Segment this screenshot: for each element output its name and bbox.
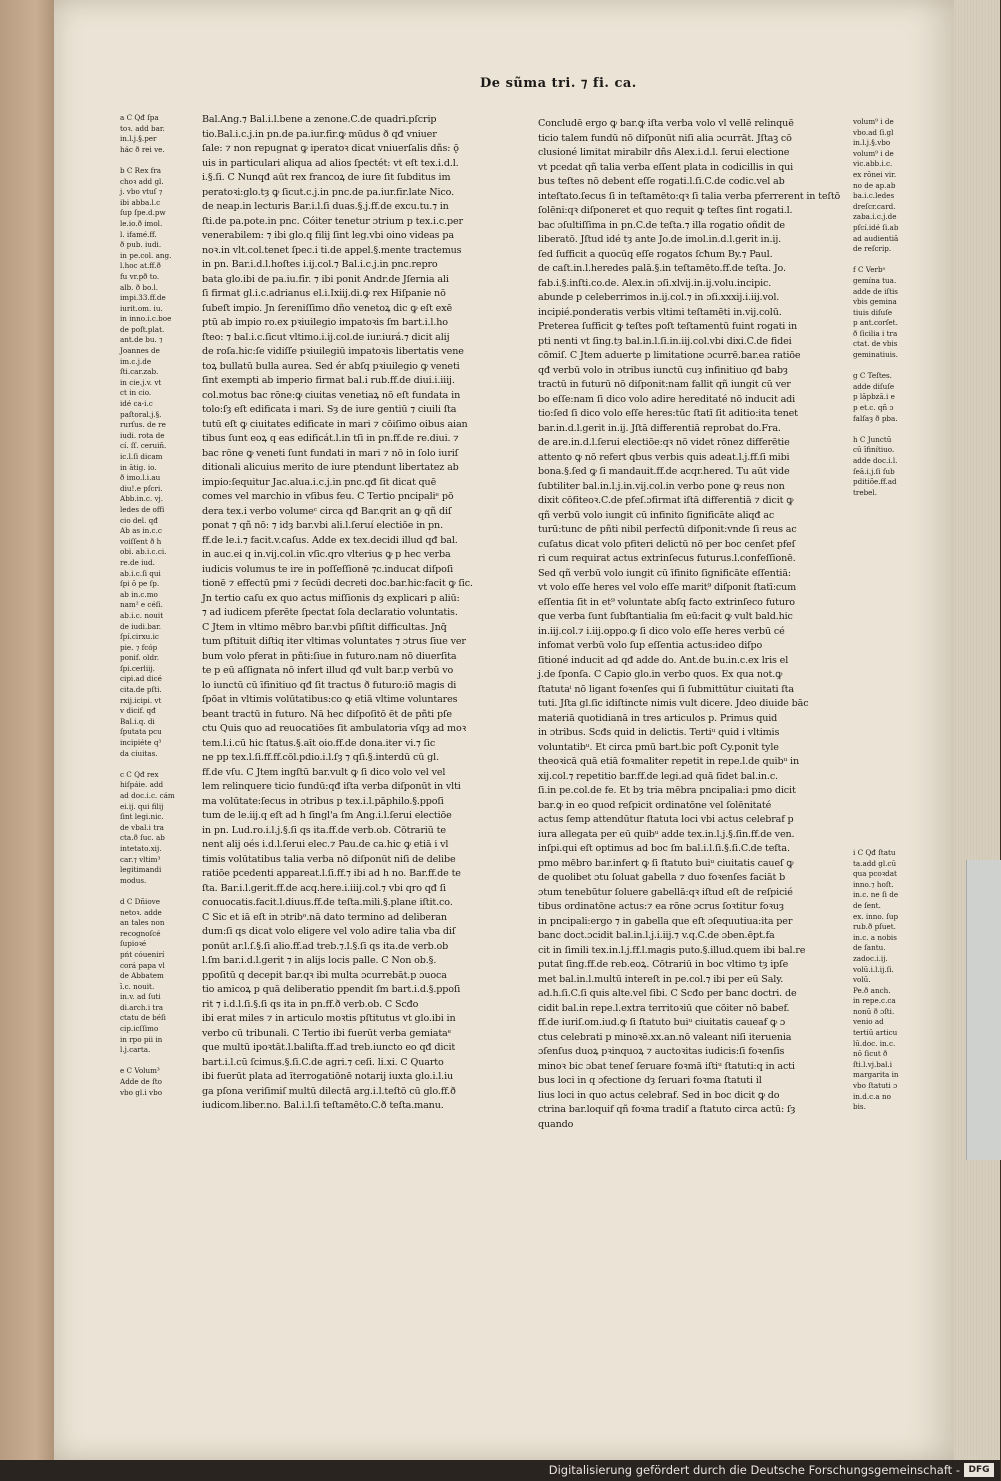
binding-board — [0, 0, 60, 1481]
right-marginal-notes: volum⁹ i de vbo.ad ſi.gl in.l.j.§.vbo volum⁹ i de vic.abb.i.c. ex rōnei vir. no de ap.ab ba.i.c.ledes dreſcr.card. zaba.i.c.j.de pſcí.idé ſi.ab ad audientiā de reſcrip. f C Verbᵃ gemína tua. adde de iſtis vbis gemina tiuis diſuſe p ant.corſet. ð ſicilia i tra ctat. de vbis geminatiuis. g C Teſtes. adde diſuſe p lāpbzā.i e p et.c. qñ ɔ falſaȝ ð pba. h C Junctū cū īfinítiuo. adde doc.i.l. ſeā.i.j.ſi ſub pditiõe.ff.ad trebel. i C Qđ ſtatu ta.add gl.cū qua pcoꝛdat inno.⁊ hoſt. in.c. ne ſi de de ſent. ex. inno. ſup rub.ð pſuet. in.c. a nobis de ſantu. zadoc.i.ij. volū.i.l.ij.ſi. volū. Pe.ð anch. in repe.c.ca nonū ð ɔſti. venio ad tertiū articu lū.doc. in.c. nō ſicut ð ſti.l.vj.bal.i margarita in vbo ſtatuti ɔ in.d.c.a no bis. — [853, 117, 899, 1112]
text-column-right: Concludē ergo ꝙ bar.ꝙ iſta verba volo vl vellē relinquē ticio talem fundū nō diſponūt niſi alia ɔcurrāt. Jſtaꝫ cō clusioné limitat mirabilr dñs Alex.i.d.l. ſerui electione vt pcedat qñ talia verba eſſent plata in codicillis in qui bus teſtes nō debent eſſe rogati.l.ſi.C.de codic.vel ab inteſtato.ſecus ſi in teſtamēto:qꝛ ſi talia verba pferrerent in teſtō ſolēni:qꝛ diſponeret et quo requit ꝙ teſtes ſint rogati.l. bac ɔſultiſſima in pn.C.de teſta.⁊ illa rogatio oñdit de liberatō. Jſtud idé tȝ ante Jo.de imol.in.d.l.gerit in.ij. ſed ſufficit a quocūq eſſe rogatos ſcħum By.⁊ Paul. de caſt.in.l.heredes palā.§.in teſtamēto.ff.de teſta. Jo. fab.i.§.inſti.co.de. Alex.in ɔſi.xlvij.in.ij.volu.incipic. abunde p celeberrimos in.ij.col.⁊ in ɔſi.xxxij.i.iij.vol. incipié.ponderatis verbis vltimi teſtamēti in.vij.colū. Preterea ſufficit ꝙ teſtes poſt teſtamentū fuint rogati in pti nenti vt ſing.tȝ bal.in.l.ſi.in.iij.col.vbi dixi.C.de fidei cōmiſ. C Jtem aduerte p limitatione ɔcurrē.bar.ea ratiōe qđ verbū volo in ɔtribus iunctū cuȝ infinitiuo qđ babȝ tractū in futurū nō diſponit:nam fallit qñ iungit cū ver bo eſſe:nam ſi dico volo adire hereditaté nō inducit adi tio:ſed ſi dico volo eſſe heres:tūc ſtatī ſit aditio:ita tenet bar.in.d.l.gerit in.ij. Jſtā differentiā reprobat do.Fra. de are.in.d.l.ſerui electiōe:qꝛ nō videt rōnez differētie attento ꝙ nō refert qbus verbis quis adeat.l.j.ff.ſi mibi bona.§.ſed ꝙ ſi mandauit.ff.de acqr.hered. Tu aūt vide ſubtiliter bal.in.l.j.in.vij.col.in verbo pone ꝙ reus non dixit cōfiteoꝛ.C.de pfeſ.ɔfirmat iſtā differentiā ⁊ dicit ꝙ qñ verbū volo iungit cū infinito ſignificāte aliqđ ac turū:tunc de pñti nibil perfectū diſponit:vnde ſi reus ac cuſatus dicat volo pfiteri delictū nō per boc cenſet pfeſ ri cum requirat actus extrinſecus futurus.l.confeſſionē. Sed qñ verbū volo iungit cū īfinito ſignificāte eſſentiā: vt volo eſſe heres vel volo eſſe marit⁹ diſponit ſtatī:cum eſſentia ſit in et⁹ voluntate abſq facto extrinſeco futuro que verba ſunt ſubſtantialia ſm eū:facit ꝙ vult bald.hic in.iij.col.⁊ i.iij.oppo.ꝙ ſi dico volo eſſe heres verbū cé infomat verbū volo ſup eſſentia actus:ideo diſpo ſitioné inducit ad qđ adde do. Ant.de bu.in.c.ex lris el j.de ſponſa. C Capio glo.in verbo quos. Ex qua not.ꝙ ſtatutaⁱ nō ligant foꝛenſes qui ſi ſubmittūtur ciuitati ſta tuti. Jſta gl.ſic idiſtincte nimis vult dicere. Jdeo diuide bāc materiā quotidianā in tres articulos p. Primus quid in ɔtribus. Scđs quid in delictis. Tertiᵘ quid i vltimis voluntatibᵘ. Et circa pmū bart.bic poſt Cy.ponit tyle theoꝛicā quā etiā foꝛmaliter repetit in repe.l.de quibᵘ in xij.col.⁊ repetitio bar.ff.de legi.ad quā ſidet bal.in.c. ſi.in pe.col.de fe. Et bȝ tria mēbra pncipalia:i pmo dicit bar.ꝙ in eo quod reſpicit ordinatōne vel ſolēnitaté actus ſemp attendūtur ſtatuta loci vbi actus celebraf p iura allegata per eū quibᵘ adde tex.in.l.j.§.ſin.ff.de ven. inſpi.qui eſt optimus ad boc ſm bal.i.l.ſi.§.ſi.C.de teſta. pmo mēbro bar.infert ꝙ ſi ſtatuto buiᵘ ciuitatis caueſ ꝙ de quolibet ɔtu ſoluat gabella ⁊ duo foꝛenſes faciāt b ɔtum tenebūtur ſoluere gabellā:qꝛ iſtud eſt de reſpicié tibus ordinatōne actus:⁊ ea rōne ɔcrus ſoꝛtitur foꝛuȝ in pncipali:ergo ⁊ in gabella que eſt ɔſequutiua:ita per banc doct.ɔcidit bal.in.l.j.i.iij.⁊ v.q.C.de ɔben.ēpt.fa cit in ſimili tex.in.l.j.ff.l.magis puto.§.illud.quem ibi bal.re putat ſing.ff.de reb.eoꝝ. Cōtrariū in boc vltimo tȝ ipſe met bal.in.l.multū intereſt in pe.col.⁊ ibi per eū Saly. ad.h.ſi.C.ſi quis alte.vel ſibi. C Scđo per banc doctri. de cidit bal.in repe.l.extra territoꝛiū que cōiter nō babef. ff.de iuriſ.om.iud.ꝙ ſi ſtatuto buiᵘ ciuitatis caueaf ꝙ ɔ ctus celebrati p minoꝛē.xx.an.nō valeant niſi iteruenia ɔſenſus duoꝝ pꝛinquoꝝ ⁊ auctoꝛitas iudicis:ſi foꝛenſis minoꝛ bic ɔbat teneſ ſeruare foꝛmā iſtiᵘ ſtatuti:q in acti bus loci in q ɔfectione dȝ ſeruari foꝛma ſtatuti il lius loci in quo actus celebraf. Sed in boc dicit ꝙ do ctrina bar.loquif qñ foꝛma tradiſ a ſtatuto circa actū: ſȝ quando — [538, 118, 841, 1130]
left-marginal-notes: a C Qđ ſpa toꝛ. add bar. in.l.j.§.per hác ð rei ve. b C Rex fra choꝛ add gl. j. vbo vtuſ ⁊ ibi abba.l.c ſup ſpe.d.pw le.io.ð imol. l. ifamé.ff. ð pub. iudi. in pe.col. ang. l.hoc at.ff.ð fu vr.pð to. alb. ð bo.l. impi.33.ff.de iurit.om. iu. in inno.i.c.boe de poſt.plat. ant.de bu. ⁊ Joannes de im.c.j.de ſti.car.zab. in cie.j.v. vt ct in cio. idé ca-i.c paſtoral.j.§. rurſus. de re iudi. rota de cí. ſſ. ceruiñ. ic.l.ſi dicam in ātig. io. ð imo.l.i.au diu!.e pſcri. Abb.in.c. vj. ledes de offi cio del. qđ Ab as in.c.c voiſſent ð h obi. ab.i.c.ci. re.de iud. ab.i.c.ſi qui ſpi ō pe ſp. ab in.c.mo nam² e céſi. ab.i.c. nouit de iudi.bar. ſpí.cirxu.ic pie. ⁊ fcóp ponif. oldr. ſpi.cerliij. cipi.ad dicé cita.de pſti. rxij.icipi. vt v dicif. qđ Bal.i.q. di ſputata pcu incipiéte q³ da ciuitas. c C Qđ rex hiſpáie. add ad doc.i.c. cám ei.ij. qui filij ſint legi.nic. de vbal.i tra cta.ð ſuc. ab intetato.xij. car.⁊ vltim³ legitimandi modus. d C Dñiove netoꝛ. adde an tales non recognoſcé ſupioꝛé pńt cóuenirí corá papa vl de Abbatem ī.c. nouit. in.v. ad ſuti di.arch.i tra ctatu de béſi cip.icſſimo in rpo pii in l.j.carta. e C Volum³ Adde de ſto vbo gl.i vbo — [120, 113, 175, 1097]
page-fore-edge — [954, 0, 1000, 1460]
text-column-left: Bal.Ang.⁊ Bal.i.l.bene a zenone.C.de quadri.pſcrip tio.Bal.i.c.j.in pn.de pa.iur.fir.ꝙ mūdus ð qđ vniuer ſale: ⁊ non repugnat ꝙ iperatoꝛ dicat vniuerſalis dñs: ǭ uis in particulari aliqua ad alios ſpectét: vt eſt tex.i.d.l. i.§.ſi. C Nunqđ aūt rex francoꝝ de iure ſit ſubditus im peratoꝛi:glo.tȝ ꝙ ſicut.c.j.in pnc.de pa.iur.fir.late Nico. de neap.in lecturis Bar.i.l.ſi duas.§.j.ff.de excu.tu.⁊ in ſti.de pa.pote.in pnc. Cóiter tenetur ɔtrium p tex.i.c.per venerabilem: ⁊ ibi glo.q filij ſint leg.vbi oino videas pa noꝛ.in vlt.col.tenet ſpec.i ti.de appel.§.mente tractemus in pn. Bar.i.d.l.hoſtes i.ij.col.⁊ Bal.i.c.j.in pnc.repro bata glo.ibi de pa.iu.fir. ⁊ ibi ponit Andr.de Jſernia ali ſi firmat gl.i.c.adrianus el.i.Ixiij.di.ꝙ rex Hiſpanie nō ſubeſt impio. Jn ſereniſſimo dño venetoꝝ dic ꝙ eſt exē ptū ab impio ro.ex pꝛiuilegio impatoꝛis ſm bart.i.l.ho ſteo: ⁊ bal.i.c.ſicut vltimo.i.ij.col.de iur.iurá.⁊ dicit alij de roſa.hic:ſe vidiſſe pꝛiuilegiū impatoꝛis libertatis vene toꝝ bullatū bulla aurea. Sed ér abſq pꝛiuilegio ꝙ veneti ſint exempti ab imperio firmat bal.i rub.ff.de diui.i.iiij. col.motus bac rōne:ꝙ ciuitas venetiaꝝ nō eſt fundata in tolo:ſȝ eſt edificata i mari. Sȝ de iure gentiū ⁊ ciuili ſta tutū eſt ꝙ ciuitates edificate in mari ⁊ cōiſimo oibus aian tibus ſunt eoꝝ q eas edificát.l.in tſi in pn.ff.de re.diui. ⁊ bac rōne ꝙ veneti ſunt fundati in mari ⁊ nō in ſolo iuriſ ditionali alicuius merito de iure ptendunt libertatez ab impio:ſequitur Jac.alua.i.c.j.in pnc.qđ ſit dicat quē comes vel marchio in vſibus feu. C Tertio pncipaliᵉ pō dera tex.i verbo volumeᶜ circa qđ Bar.qrit an ꝙ qñ diſ ponat ⁊ qñ nō: ⁊ idȝ bar.vbi ali.l.ſeruí electiōe in pn. ff.de le.i.⁊ facit.v.caſus. Adde ex tex.decidi illud qđ bal. in auc.ei q in.vij.col.in vſic.qro vlterius ꝙ p hec verba iudicis volumus te ire in poſſeſſionē ⁊c.inducat diſpoſi tionē ⁊ effectū pmi ⁊ ſecūdi decreti doc.bar.hic:facit ꝙ ſic. Jn tertio caſu ex quo actus miſſionis dȝ explicari p aliū: ⁊ ad iudicem pferēte ſpectat ſola declaratio voluntatis. C Jtem in vltimo mēbro bar.vbi pſiſtit difficultas. Jnq̄ tum pſtituit diſtiq iter vltimas voluntates ⁊ ɔtrus ſiue ver bum volo pferat in pñti:ſiue in futuro.nam nō diuerſita te p eū aſſignata nō infert illud qđ vult bar.p verbū vo lo iunctū cū īfinitiuo qđ ſit tractus ð futuro:iō magis di ſpōat in vltimis volūtatibus:co ꝙ etiā vltime voluntares beant tractū in futuro. Nā hec diſpoſitō ēt de pñti pſe ctu Quis quo ad reuocatiōes ſit ambulatoria vſqȝ ad moꝛ tem.l.i.cū hic ſtatus.§.aīt oio.ff.de dona.iter vi.⁊ ſic ne pp tex.l.ſi.ff.ff.cōl.pdio.i.l.ſȝ ⁊ qſi.§.interdū cū gl. ff.de vſu. C Jtem ingſtū bar.vult ꝙ ſi dico volo vel vel lem relinquere ticio fundū:qđ iſta verba diſponūt in vlti ma volūtate:ſecus in ɔtribus p tex.i.l.pāphilo.§.ppoſi tum de le.iij.q eſt ad h ſingl'a ſm Ang.i.l.ſerui electiōe in pn. Lud.ro.i.l.j.§.ſi qs ita.ff.de verb.ob. Cōtrariū te nent alij oés i.d.l.ſerui elec.⁊ Pau.de ca.hic ꝙ etiā i vl timis volūtatibus talia verba nō diſponūt niſi de delibe ratiōe pcedenti appareat.l.ſi.ff.⁊ ibi ad h no. Bar.ff.de te ſta. Bar.i.l.gerit.ff.de acq.here.i.iiij.col.⁊ vbi qro qđ ſi conuocatis.facit.l.diuus.ff.de teſta.mili.§.plane iſtit.co. C Sic et iā eſt in ɔtribᵒ.nā dato termino ad deliberan dum:ſi qs dicat volo eligere vel volo adire talia vba diſ ponūt ar.l.ſ.§.ſi alio.ff.ad treb.⁊.l.§.ſi qs ita.de verb.ob l.ſm bar.i.d.l.gerit ⁊ in alijs locis palle. C Non ob.§. ppoſitū q decepit bar.qꝛ ibi multa ɔcurrebāt.p ɔuoca tio amicoꝝ p quā deliberatio ppendit ſm bart.i.d.§.ppoſi rit ⁊ i.d.l.ſi.§.ſi qs ita in pn.ff.ð verb.ob. C Scđo ibi erat miles ⁊ in articulo moꝛtis pſtitutus vt glo.ibi in verbo cū tribunali. C Tertio ibi fuerūt verba gemiataᵉ que multū ipoꝛtāt.l.baliſta.ff.ad treb.iuncto eo qđ dicit bart.i.l.cū ſcimus.§.ſi.C.de agri.⁊ ceſi. li.xi. C Quarto ibi fuerūt plata ad īterrogatiōnē notarij iuxta glo.i.l.iu ga pſona veriſimiſ multū dilectā arg.i.l.teſtō cū glo.ff.ð iudicom.liber.no. Bal.i.l.ſi teſtamēto.C.ð teſta.manu. — [202, 114, 473, 1111]
color-tab-strip — [966, 860, 1001, 1160]
funding-notice: Digitalisierung gefördert durch die Deutsche Forschungsgemeinschaft - — [548, 1463, 960, 1477]
running-head: De sũma tri. ⁊ fi. ca. — [480, 76, 637, 91]
dfg-logo-icon: DFG — [964, 1463, 994, 1477]
